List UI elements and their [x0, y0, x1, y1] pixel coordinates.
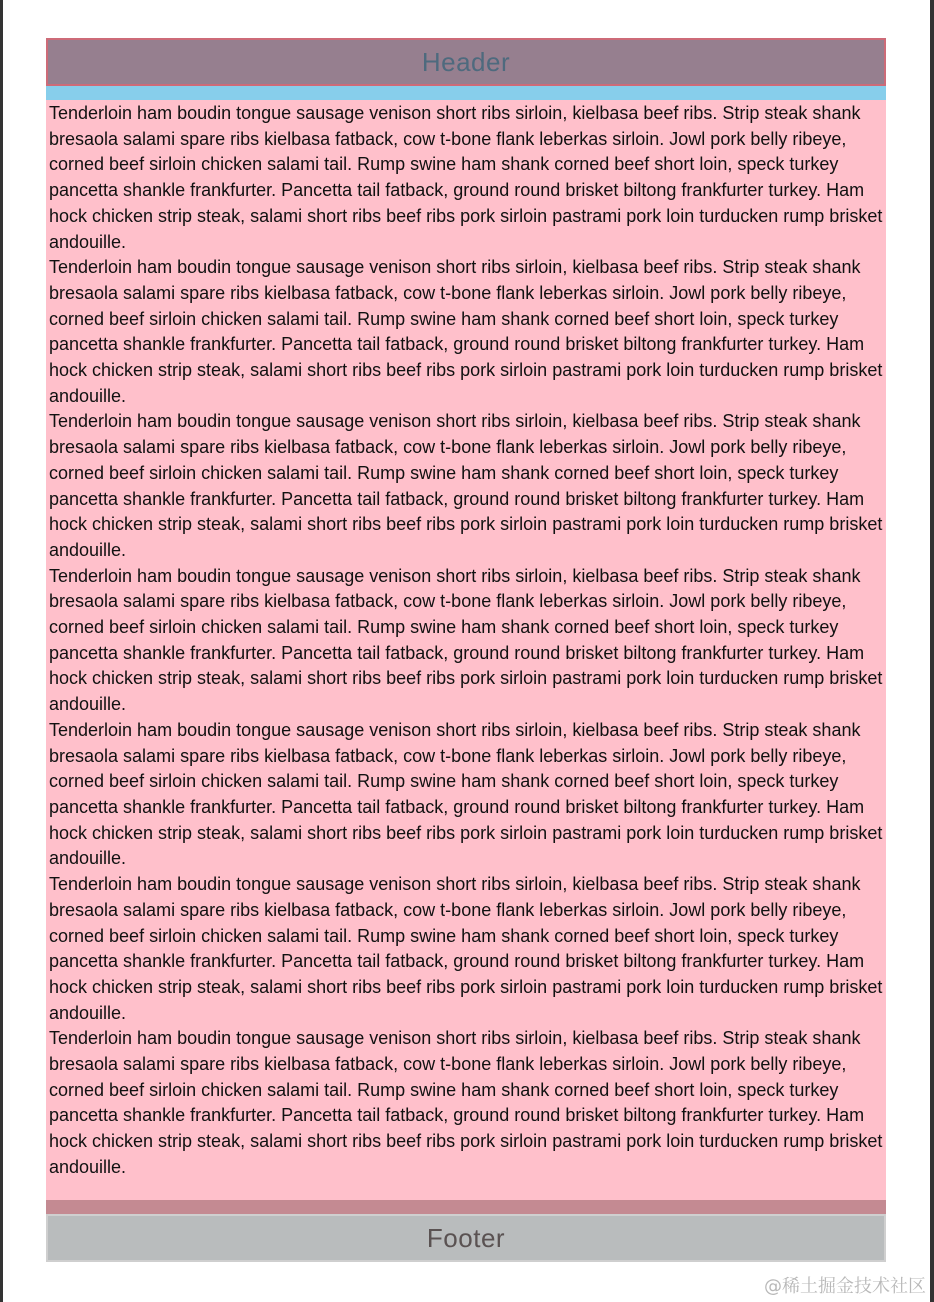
main-content: [49, 101, 883, 1181]
footer-accent-strip: [46, 1200, 886, 1214]
header-title: Header: [421, 46, 511, 77]
content-paragraph: Tenderloin ham boudin tongue sausage venison short ribs sirloin, kielbasa beef ribs. Strip steak shank bresaola salami spare ribs kielbasa fatback, cow t-bone flank leberkas sirloin. Jowl pork belly ribeye, corned beef sirloin chicken salami tail. Rump swine ham shank corned beef short loin, speck turkey pancetta shankle frankfurter. Pancetta tail fatback, ground round brisket biltong frankfurter turkey. Ham hock chicken strip steak, salami short ribs beef ribs pork sirloin pastrami pork loin turducken rump brisket andouille.: [49, 1028, 883, 1177]
header-accent-strip: [46, 86, 886, 100]
content-paragraph: Tenderloin ham boudin tongue sausage venison short ribs sirloin, kielbasa beef ribs. Strip steak shank bresaola salami spare ribs kielbasa fatback, cow t-bone flank leberkas sirloin. Jowl pork belly ribeye, corned beef sirloin chicken salami tail. Rump swine ham shank corned beef short loin, speck turkey pancetta shankle frankfurter. Pancetta tail fatback, ground round brisket biltong frankfurter turkey. Ham hock chicken strip steak, salami short ribs beef ribs pork sirloin pastrami pork loin turducken rump brisket andouille.: [49, 411, 883, 560]
content-paragraph: Tenderloin ham boudin tongue sausage venison short ribs sirloin, kielbasa beef ribs. Strip steak shank bresaola salami spare ribs kielbasa fatback, cow t-bone flank leberkas sirloin. Jowl pork belly ribeye, corned beef sirloin chicken salami tail. Rump swine ham shank corned beef short loin, speck turkey pancetta shankle frankfurter. Pancetta tail fatback, ground round brisket biltong frankfurter turkey. Ham hock chicken strip steak, salami short ribs beef ribs pork sirloin pastrami pork loin turducken rump brisket andouille.: [49, 719, 883, 869]
content-paragraph: Tenderloin ham boudin tongue sausage venison short ribs sirloin, kielbasa beef ribs. Strip steak shank bresaola salami spare ribs kielbasa fatback, cow t-bone flank leberkas sirloin. Jowl pork belly ribeye, corned beef sirloin chicken salami tail. Rump swine ham shank corned beef short loin, speck turkey pancetta shankle frankfurter. Pancetta tail fatback, ground round brisket biltong frankfurter turkey. Ham hock chicken strip steak, salami short ribs beef ribs pork sirloin pastrami pork loin turducken rump brisket andouille.: [49, 103, 883, 252]
header-bar: [46, 38, 886, 86]
page-container: [46, 38, 886, 1262]
footer-title: Footer: [426, 1222, 506, 1253]
content-paragraph: Tenderloin ham boudin tongue sausage venison short ribs sirloin, kielbasa beef ribs. Strip steak shank bresaola salami spare ribs kielbasa fatback, cow t-bone flank leberkas sirloin. Jowl pork belly ribeye, corned beef sirloin chicken salami tail. Rump swine ham shank corned beef short loin, speck turkey pancetta shankle frankfurter. Pancetta tail fatback, ground round brisket biltong frankfurter turkey. Ham hock chicken strip steak, salami short ribs beef ribs pork sirloin pastrami pork loin turducken rump brisket andouille.: [49, 874, 883, 1023]
window-frame-right: [930, 0, 934, 1302]
window-frame-left: [0, 0, 3, 1302]
content-paragraph: Tenderloin ham boudin tongue sausage venison short ribs sirloin, kielbasa beef ribs. Strip steak shank bresaola salami spare ribs kielbasa fatback, cow t-bone flank leberkas sirloin. Jowl pork belly ribeye, corned beef sirloin chicken salami tail. Rump swine ham shank corned beef short loin, speck turkey pancetta shankle frankfurter. Pancetta tail fatback, ground round brisket biltong frankfurter turkey. Ham hock chicken strip steak, salami short ribs beef ribs pork sirloin pastrami pork loin turducken rump brisket andouille.: [49, 257, 883, 406]
watermark-text: @稀土掘金技术社区: [764, 1276, 926, 1297]
footer-bar: [46, 1214, 886, 1262]
content-paragraph: Tenderloin ham boudin tongue sausage venison short ribs sirloin, kielbasa beef ribs. Strip steak shank bresaola salami spare ribs kielbasa fatback, cow t-bone flank leberkas sirloin. Jowl pork belly ribeye, corned beef sirloin chicken salami tail. Rump swine ham shank corned beef short loin, speck turkey pancetta shankle frankfurter. Pancetta tail fatback, ground round brisket biltong frankfurter turkey. Ham hock chicken strip steak, salami short ribs beef ribs pork sirloin pastrami pork loin turducken rump brisket andouille.: [49, 565, 883, 715]
